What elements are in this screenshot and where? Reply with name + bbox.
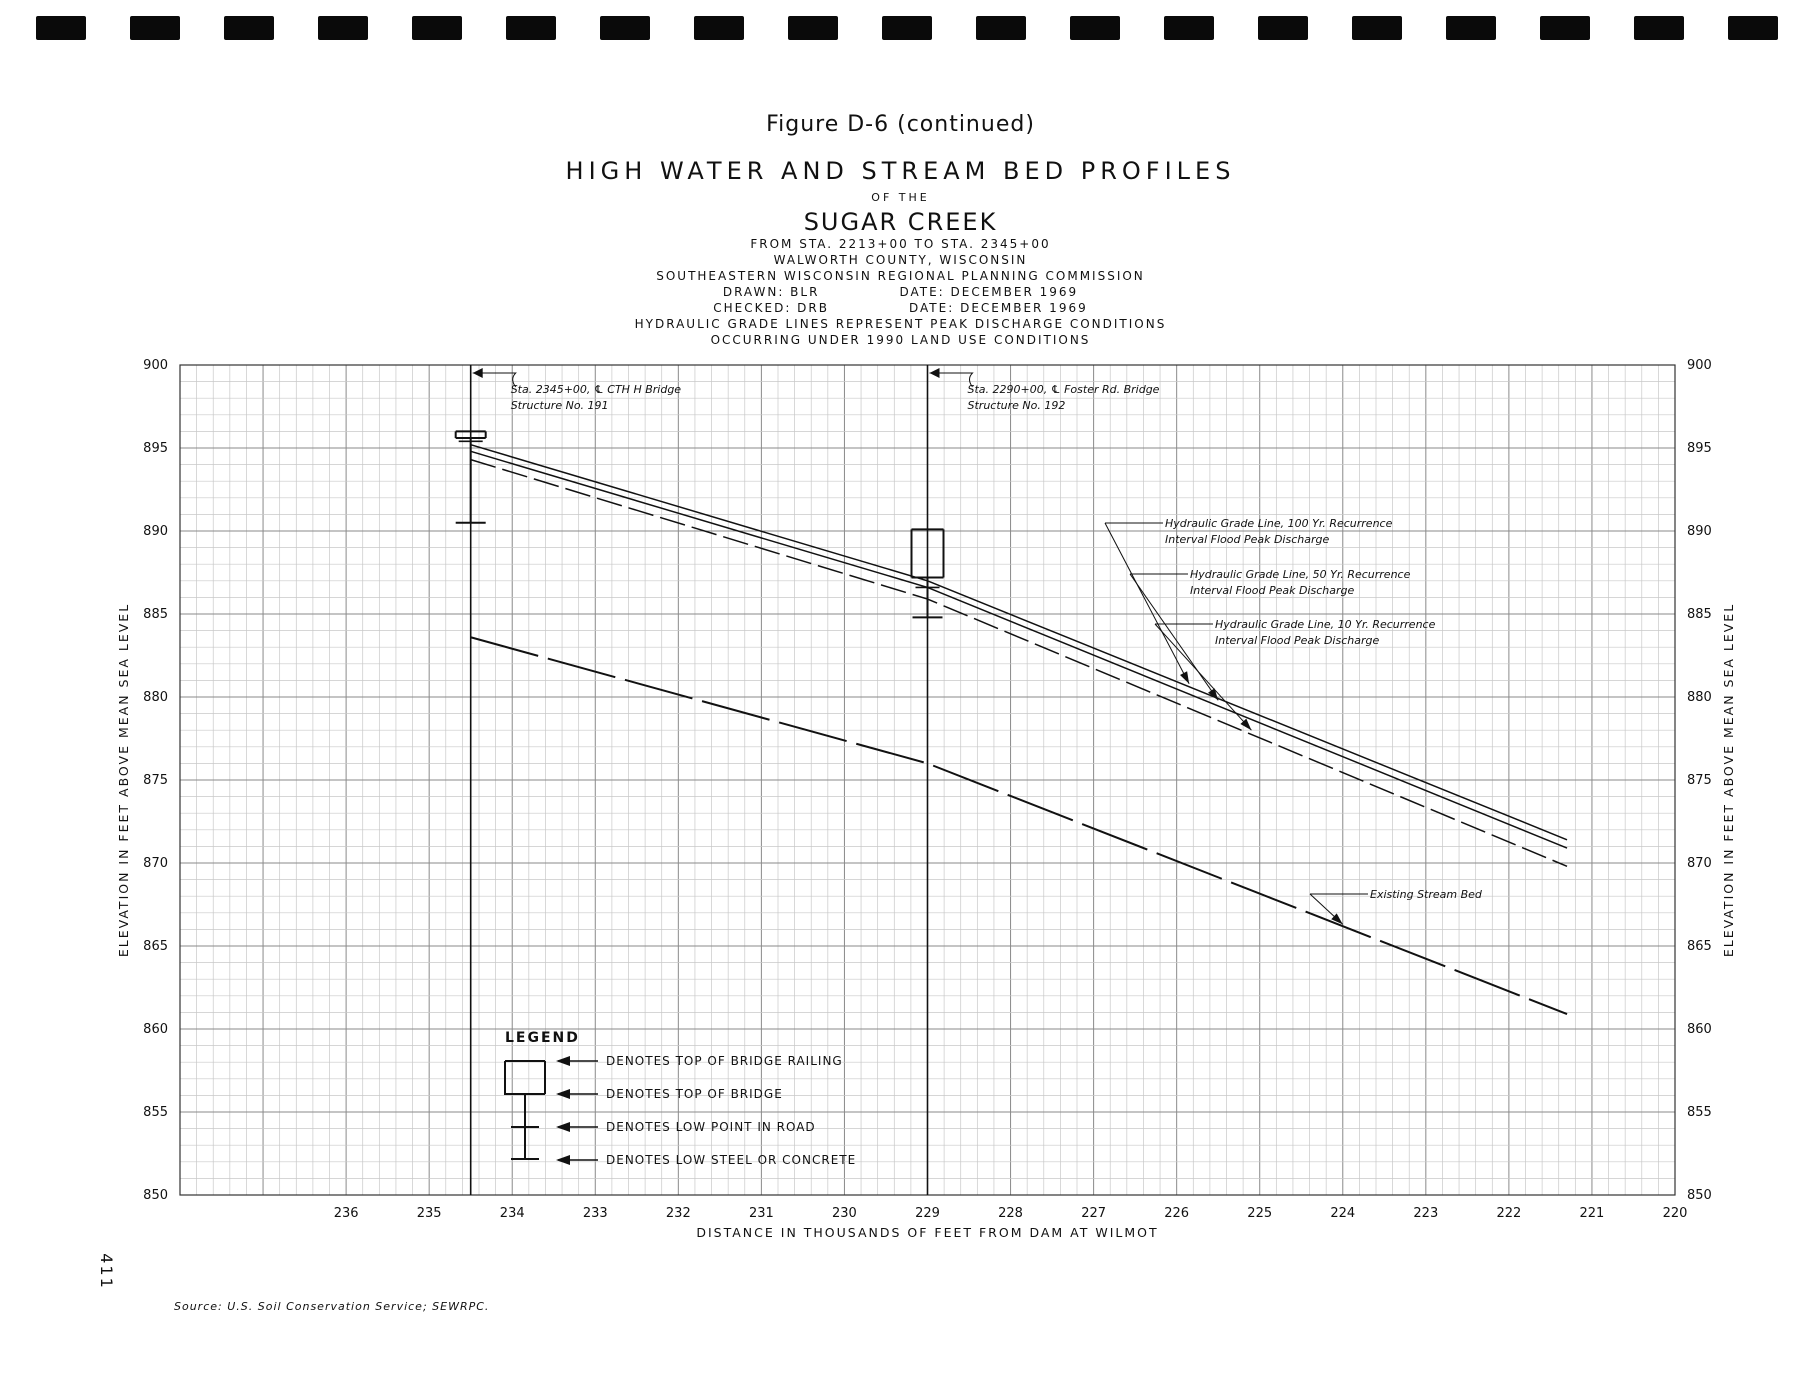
y-tick-label: 850 <box>143 1188 168 1203</box>
legend-item: DENOTES LOW POINT IN ROAD <box>606 1120 816 1134</box>
x-tick-label: 231 <box>748 1206 774 1221</box>
annotation-text: Hydraulic Grade Line, 50 Yr. Recurrence <box>1190 568 1411 581</box>
y-tick-label: 855 <box>143 1105 168 1120</box>
arrow-icon <box>473 368 483 378</box>
annotation-text: Interval Flood Peak Discharge <box>1190 584 1355 597</box>
arrow-icon <box>556 1056 570 1066</box>
y-axis-label-right: ELEVATION IN FEET ABOVE MEAN SEA LEVEL <box>1721 602 1736 958</box>
x-tick-label: 224 <box>1330 1206 1356 1221</box>
legend-item: DENOTES TOP OF BRIDGE <box>606 1087 783 1101</box>
y-tick-label: 860 <box>143 1022 168 1037</box>
y-tick-label-right: 880 <box>1687 690 1712 705</box>
chart-title: HIGH WATER AND STREAM BED PROFILES <box>565 157 1236 185</box>
legend-title: LEGEND <box>505 1030 580 1046</box>
y-tick-label-right: 855 <box>1687 1105 1712 1120</box>
series-line <box>471 460 1567 867</box>
bridge-structure: Structure No. 191 <box>510 399 609 412</box>
y-tick-label: 880 <box>143 690 168 705</box>
annotation-text: Interval Flood Peak Discharge <box>1215 634 1380 647</box>
checked-by: CHECKED: DRB <box>713 301 829 315</box>
x-tick-label: 227 <box>1081 1206 1107 1221</box>
legend-item: DENOTES LOW STEEL OR CONCRETE <box>606 1153 857 1167</box>
y-tick-label: 900 <box>143 358 168 373</box>
arrow-icon <box>930 368 940 378</box>
annotation-text: Existing Stream Bed <box>1370 888 1482 901</box>
checked-date: DATE: DECEMBER 1969 <box>909 301 1088 315</box>
y-axis-label: ELEVATION IN FEET ABOVE MEAN SEA LEVEL <box>116 602 131 958</box>
y-tick-label-right: 890 <box>1687 524 1712 539</box>
x-tick-label: 233 <box>582 1206 608 1221</box>
county-label: WALWORTH COUNTY, WISCONSIN <box>773 253 1028 267</box>
bridge-label: Sta. 2290+00, ℄ Foster Rd. Bridge <box>967 383 1160 396</box>
y-tick-label: 885 <box>143 607 168 622</box>
x-tick-label: 234 <box>499 1206 525 1221</box>
y-tick-label-right: 850 <box>1687 1188 1712 1203</box>
drawn-by: DRAWN: BLR <box>722 285 820 299</box>
x-tick-label: 236 <box>333 1206 359 1221</box>
arrow-icon <box>556 1155 570 1165</box>
conditions-note-1: HYDRAULIC GRADE LINES REPRESENT PEAK DISCHARGE CONDITIONS <box>634 317 1167 331</box>
x-tick-label: 226 <box>1164 1206 1190 1221</box>
y-tick-label-right: 870 <box>1687 856 1712 871</box>
x-tick-label: 229 <box>915 1206 940 1221</box>
x-axis-label: DISTANCE IN THOUSANDS OF FEET FROM DAM AT WILMOT <box>696 1225 1159 1240</box>
page-number: 411 <box>96 1253 116 1290</box>
x-tick-label: 228 <box>998 1206 1023 1221</box>
x-tick-label: 222 <box>1496 1206 1522 1221</box>
x-tick-label: 223 <box>1413 1206 1439 1221</box>
y-tick-label: 890 <box>143 524 168 539</box>
x-tick-label: 232 <box>665 1206 691 1221</box>
annotation-text: Hydraulic Grade Line, 10 Yr. Recurrence <box>1215 618 1436 631</box>
x-tick-label: 225 <box>1247 1206 1273 1221</box>
creek-name: SUGAR CREEK <box>803 208 998 236</box>
y-tick-label: 875 <box>143 773 168 788</box>
series-line <box>471 637 1567 1014</box>
y-tick-label-right: 860 <box>1687 1022 1712 1037</box>
y-tick-label: 870 <box>143 856 168 871</box>
of-the-label: OF THE <box>871 191 930 204</box>
y-tick-label-right: 865 <box>1687 939 1712 954</box>
x-tick-label: 230 <box>832 1206 857 1221</box>
legend-bridge-symbol <box>505 1061 545 1159</box>
conditions-note-2: OCCURRING UNDER 1990 LAND USE CONDITIONS <box>710 333 1091 347</box>
annotation-text: Interval Flood Peak Discharge <box>1165 533 1330 546</box>
drawn-date: DATE: DECEMBER 1969 <box>899 285 1079 299</box>
x-tick-label: 235 <box>416 1206 442 1221</box>
bridge-label: Sta. 2345+00, ℄ CTH H Bridge <box>510 383 682 396</box>
annotation-text: Hydraulic Grade Line, 100 Yr. Recurrence <box>1165 517 1393 530</box>
arrow-icon <box>556 1089 570 1099</box>
x-tick-label: 220 <box>1662 1206 1688 1221</box>
arrow-icon <box>556 1122 570 1132</box>
y-tick-label-right: 900 <box>1687 358 1712 373</box>
stations-range: FROM STA. 2213+00 TO STA. 2345+00 <box>750 237 1051 251</box>
source-note: Source: U.S. Soil Conservation Service; SEWRPC. <box>174 1300 490 1313</box>
y-tick-label-right: 875 <box>1687 773 1712 788</box>
x-tick-label: 221 <box>1579 1206 1605 1221</box>
y-tick-label: 895 <box>143 441 168 456</box>
y-tick-label: 865 <box>143 939 168 954</box>
legend-item: DENOTES TOP OF BRIDGE RAILING <box>606 1054 843 1068</box>
y-tick-label-right: 895 <box>1687 441 1712 456</box>
series-line <box>471 451 1567 848</box>
bridge-structure: Structure No. 192 <box>967 399 1066 412</box>
arrow-icon <box>1180 671 1189 683</box>
y-tick-label-right: 885 <box>1687 607 1712 622</box>
commission-label: SOUTHEASTERN WISCONSIN REGIONAL PLANNING COMMISSION <box>656 269 1145 283</box>
figure-label: Figure D-6 (continued) <box>766 112 1035 137</box>
